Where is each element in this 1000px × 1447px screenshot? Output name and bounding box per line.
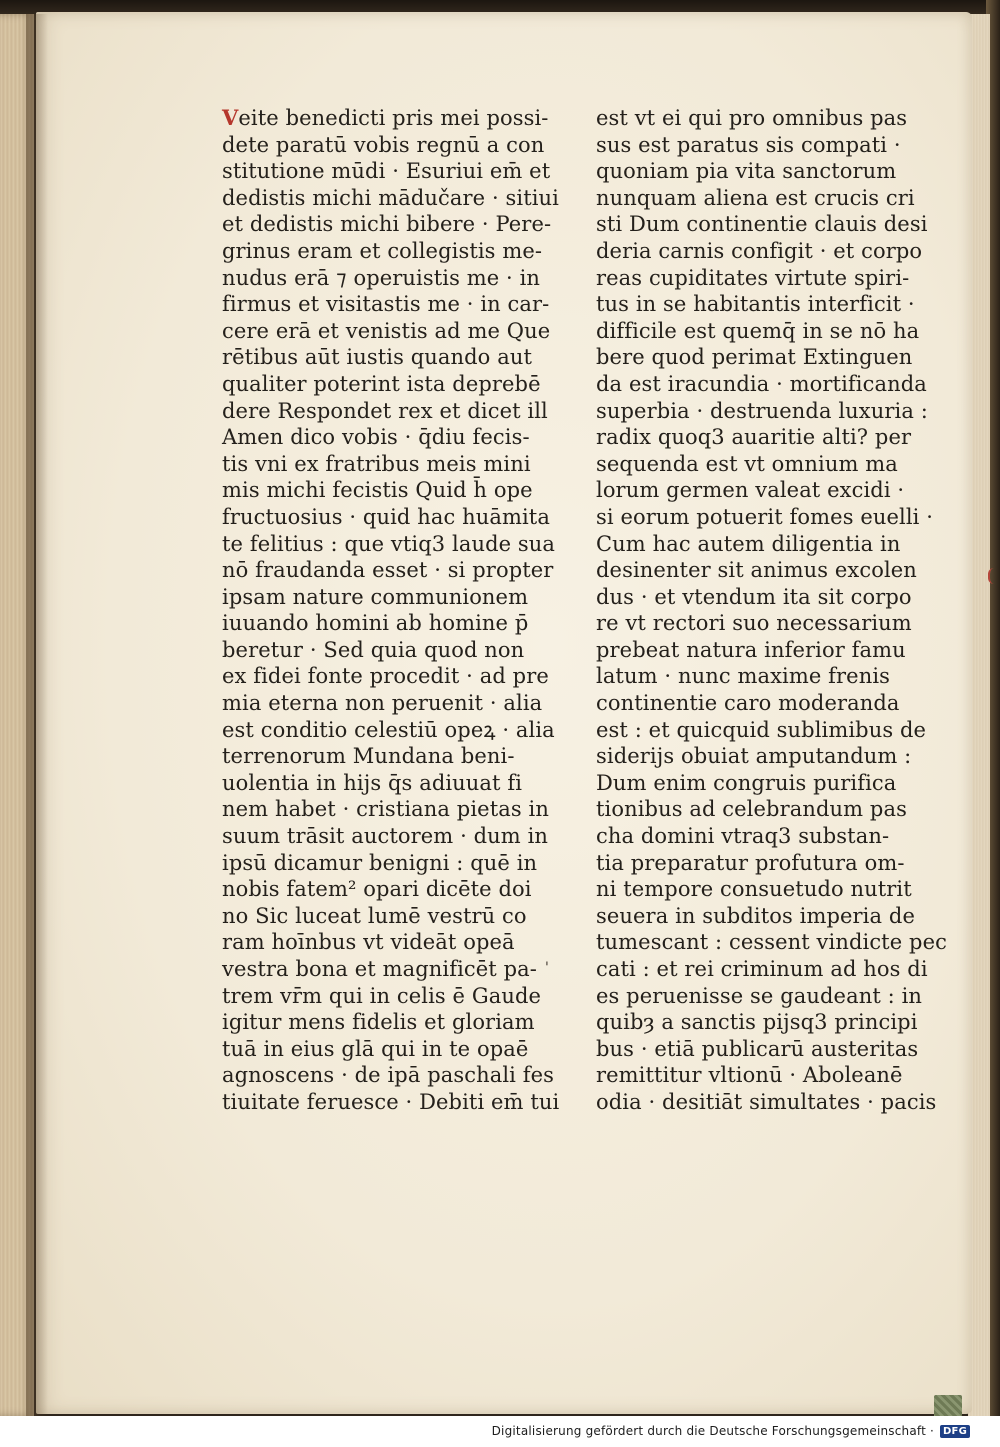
text-line: Cum hac autem diligentia in [596,531,901,556]
line-text: uolentia in hijs q̄s adiuuat fi [222,770,523,795]
line-text: tuā in eius glā qui in te opaē [222,1036,529,1061]
text-line [222,531,556,558]
line-text: dere Respondet rex et dicet ill [222,398,548,423]
line-text: ex fidei fonte procedit · ad pre [222,664,549,689]
red-margin-mark [988,568,1000,584]
text-line [222,105,549,132]
text-line: si eorum potuerit fomes euelli · [596,504,934,529]
rubricated-initial: V [222,105,239,130]
text-line [222,265,540,292]
line-text: eite benedicti pris mei possi- [238,106,549,130]
line-text: igitur mens fidelis et gloriam [222,1010,535,1035]
text-line: bere quod perimat Extinguen [596,345,913,370]
text-line: quibȝ a sanctis pijsq3 principi [596,1010,918,1035]
text-line [222,318,551,345]
text-line [222,557,554,584]
line-text: stitutione mūdi · Esuriui em̄ et [222,159,551,184]
text-line: quoniam pia vita sanctorum [596,159,897,184]
text-line: sti Dum continentie clauis desi [596,212,928,237]
line-text: agnoscens · de ipā paschali fes [222,1063,555,1088]
text-line: bus · etiā publicarū austeritas [596,1036,919,1061]
text-line: sequenda est vt omnium ma [596,451,898,476]
text-line [222,796,549,823]
text-line [222,743,540,770]
text-line [222,344,540,371]
funding-text: Digitalisierung gefördert durch die Deutsche Forschungsgemeinschaft · [491,1424,935,1438]
text-line [222,371,540,398]
line-text: trem vr̄m qui in celis ē Gaude [222,983,542,1008]
text-line [222,132,545,159]
text-line [222,850,540,877]
text-line: radix quoq3 auaritie alti? per [596,425,912,450]
text-line [222,1062,555,1089]
line-text: ipsam nature communionem [222,584,529,609]
text-line: da est iracundia · mortificanda [596,371,927,396]
stray-ink-mark: ' [545,960,549,976]
text-line [222,504,550,531]
text-line: ni tempore consuetudo nutrit [596,877,912,902]
text-line: prebeat natura inferior famu [596,637,906,662]
line-text: beretur · Sed quia quod non [222,637,525,662]
dfg-logo[interactable]: DFG [940,1425,970,1438]
text-line: latum · nunc maxime frenis [596,664,891,689]
line-text: vestra bona et magnificēt pa- [222,957,537,981]
text-line [222,929,540,956]
line-text: nobis fatem² opari dicēte doi [222,877,532,902]
line-text: fructuosius · quid hac huāmita [222,504,550,529]
text-line [222,717,555,744]
text-line: seuera in subditos imperia de [596,903,915,928]
text-line [222,238,543,265]
gutter-shadow [26,14,48,1416]
line-text: suum trāsit auctorem · dum in [222,824,549,849]
text-line: superbia · destruenda luxuria : [596,398,928,423]
text-line: cha domini vtraq3 substan- [596,824,890,849]
text-line: deria carnis configit · et corpo [596,238,923,263]
line-text: no Sic luceat lumē vestrū co [222,903,527,928]
text-line [222,584,540,611]
text-line: re vt rectori suo necessarium [596,611,912,636]
line-text: firmus et visitastis me · in car- [222,292,550,317]
text-line: tia preparatur profutura om- [596,850,905,875]
text-line [222,637,540,664]
line-text: tiuitate feruesce · Debiti em̄ tui [222,1089,560,1114]
text-line [222,477,540,504]
line-text: tis vni ex fratribus meis mini [222,451,531,476]
text-line [222,876,540,903]
text-line [222,903,540,930]
text-line [222,1089,560,1116]
text-line: est : et quicquid sublimibus de [596,717,927,742]
text-line [222,823,549,850]
line-text: te felitius : que vtiq3 laude sua [222,531,556,556]
text-line [222,451,540,478]
text-line [222,1036,540,1063]
text-line: cati : et rei criminum ad hos di [596,957,928,981]
text-line: es peruenisse se gaudeant : in [596,983,923,1008]
line-text: iuuando homini ab homine p̄ [222,611,529,636]
text-line [222,424,540,451]
line-text: ipsū dicamur benigni : quē in [222,850,538,875]
line-text: dedistis michi mādučare · sitiui [222,185,559,210]
line-text: mia eterna non peruenit · alia [222,691,543,716]
text-line: desinenter sit animus excolen [596,558,917,583]
line-text: grinus eram et collegistis me- [222,238,543,263]
text-line [222,983,540,1010]
line-text: nem habet · cristiana pietas in [222,797,549,822]
text-line: est vt ei qui pro omnibus pas [596,106,908,130]
text-line [222,185,559,212]
text-line: tionibus ad celebrandum pas [596,797,907,822]
text-line: reas cupiditates virtute spiri- [596,265,910,290]
text-line [222,398,548,425]
text-line [222,1009,540,1036]
text-line: lorum germen valeat excidi · [596,478,905,503]
text-line: odia · desitiāt simultates · pacis [596,1089,937,1114]
line-text: qualiter poterint ista deprebē [222,371,541,396]
line-text: terrenorum Mundana beni- [222,744,515,769]
line-text: nō fraudanda esset · si propter [222,558,554,583]
text-column-left [222,105,560,1116]
text-line [222,158,551,185]
text-line: dus · et vtendum ita sit corpo [596,584,912,609]
line-text: Amen dico vobis · q̄diu fecis- [222,425,530,450]
text-line: siderijs obuiat amputandum : [596,744,912,769]
funding-credit [492,1424,970,1438]
text-line [222,690,543,717]
line-text: dete paratū vobis regnū a con [222,132,545,157]
line-text: est conditio celestiū opeꝝ · alia [222,717,555,742]
line-text: rētibus aūt iustis quando aut [222,345,532,370]
text-line [222,610,540,637]
text-line [222,956,540,983]
text-column-right [596,105,947,1116]
line-text: cere erā et venistis ad me Que [222,318,551,343]
text-line: continentie caro moderanda [596,691,900,716]
line-text: et dedistis michi bibere · Pere- [222,212,552,237]
text-line: tus in se habitantis interficit · [596,292,915,317]
text-line [222,663,549,690]
text-line: difficile est quemq̄ in se nō ha [596,318,920,343]
line-text: mis michi fecistis Quid h̄ ope [222,478,533,503]
text-line: remittitur vltionū · Aboleanē [596,1063,903,1088]
text-line: Dum enim congruis purifica [596,770,897,795]
text-line [222,770,540,797]
text-line: sus est paratus sis compati · [596,132,901,157]
text-line: nunquam aliena est crucis cri [596,185,915,210]
line-text: nudus erā ⁊ operuistis me · in [222,265,541,290]
text-line [222,291,550,318]
text-line [222,211,552,238]
text-line: tumescant : cessent vindicte pec [596,930,947,955]
line-text: ram hoīnbus vt videāt opeā [222,930,515,955]
